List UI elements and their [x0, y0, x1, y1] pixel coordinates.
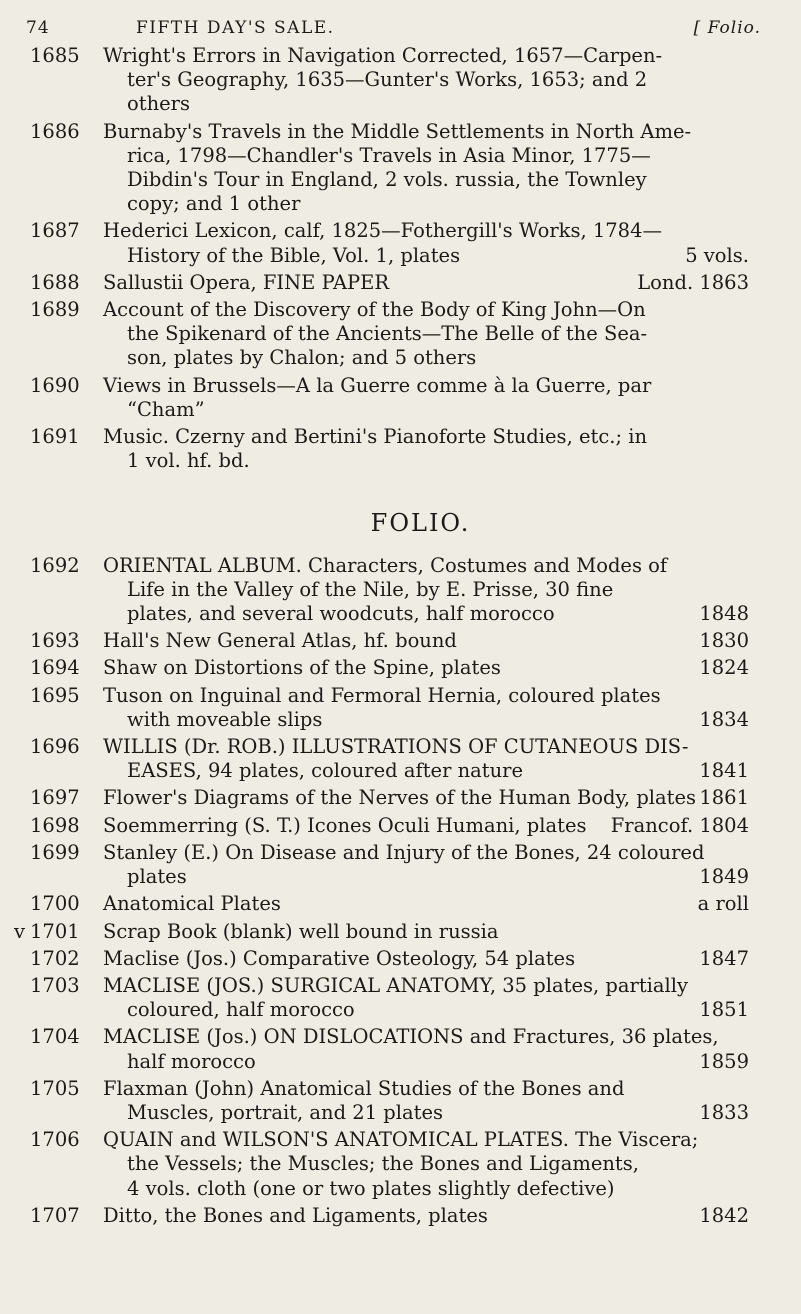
lot-entry [0, 425, 801, 473]
lot-entry [0, 271, 801, 295]
lot-number: 1705 [30, 1076, 80, 1100]
lot-date: 5 vols. [685, 243, 749, 267]
lot-number: 1688 [30, 270, 80, 294]
lot-entry [0, 920, 801, 944]
lot-date: 1851 [699, 998, 749, 1022]
lot-description-line: ORIENTAL ALBUM. Characters, Costumes and Modes of [103, 553, 668, 577]
lot-number: 1694 [30, 656, 80, 680]
lot-entry [0, 1204, 801, 1228]
lot-number: 1698 [30, 813, 80, 837]
lot-description-line: Views in Brussels—A la Guerre comme à la Guerre, par [103, 373, 652, 397]
lot-number: 1699 [30, 840, 80, 864]
lot-entry [0, 1128, 801, 1201]
lot-number: 1703 [30, 973, 80, 997]
lot-description-line: half morocco 1859 [127, 1049, 749, 1073]
lot-number: 1695 [30, 683, 80, 707]
lot-entry [0, 974, 801, 1022]
lot-number: 1701 [30, 919, 80, 943]
lot-description-line: plates 1849 [127, 865, 749, 889]
lot-description-line: plates, and several woodcuts, half morocco 1848 [127, 602, 749, 626]
lot-number: 1693 [30, 629, 80, 653]
lot-description-line: Flaxman (John) Anatomical Studies of the Bones and [103, 1076, 625, 1100]
lot-description-line: EASES, 94 plates, coloured after nature 1841 [127, 759, 749, 783]
lot-date: 1833 [699, 1100, 749, 1124]
lot-entry [0, 786, 801, 810]
page-number: 74 [26, 18, 50, 38]
lot-description-line: “Cham” [127, 397, 205, 421]
lot-description-line: History of the Bible, Vol. 1, plates 5 vols. [127, 243, 749, 267]
lot-entry [0, 44, 801, 117]
lot-entry [0, 947, 801, 971]
tick-mark: v [14, 919, 26, 943]
lot-description-line: Hederici Lexicon, calf, 1825—Fothergill's Works, 1784— [103, 219, 662, 243]
lot-number: 1692 [30, 553, 80, 577]
lot-date: 1848 [699, 602, 749, 626]
lot-date: 1842 [699, 1203, 749, 1227]
lot-date: 1861 [699, 786, 749, 810]
lot-number: 1687 [30, 219, 80, 243]
lot-entry [0, 892, 801, 916]
lot-description-line: Life in the Valley of the Nile, by E. Prisse, 30 fine [127, 577, 614, 601]
lot-entry [0, 629, 801, 653]
lot-date: 1834 [699, 707, 749, 731]
lot-description-line: Soemmerring (S. T.) Icones Oculi Humani, plates Francof. 1804 [103, 813, 749, 837]
lot-number: 1696 [30, 735, 80, 759]
section-heading: FOLIO. [370, 509, 471, 538]
lot-date: Francof. 1804 [610, 813, 749, 837]
lot-description-line: Anatomical Plates a roll [103, 892, 749, 916]
lot-description-line: Account of the Discovery of the Body of King John—On [103, 298, 646, 322]
lot-description-line: Stanley (E.) On Disease and Injury of the Bones, 24 coloured [103, 840, 705, 864]
lot-description-line: son, plates by Chalon; and 5 others [127, 346, 477, 370]
lot-description-line: QUAIN and WILSON'S ANATOMICAL PLATES. The Viscera; [103, 1128, 699, 1152]
lot-number: 1690 [30, 373, 80, 397]
lot-description-line: MACLISE (JOS.) SURGICAL ANATOMY, 35 plates, partially [103, 973, 689, 997]
lot-description-line: copy; and 1 other [127, 192, 301, 216]
lot-description-line: others [127, 92, 191, 116]
lot-date: 1859 [699, 1049, 749, 1073]
lot-date: Lond. 1863 [637, 270, 749, 294]
lot-entry [0, 120, 801, 217]
lot-date: a roll [697, 892, 749, 916]
lot-description-line: Ditto, the Bones and Ligaments, plates 1842 [103, 1203, 749, 1227]
lot-description-line: Burnaby's Travels in the Middle Settlements in North Ame- [103, 119, 692, 143]
lot-description-line: WILLIS (Dr. ROB.) ILLUSTRATIONS OF CUTANEOUS DIS- [103, 735, 689, 759]
lot-description-line: Wright's Errors in Navigation Corrected, 1657—Carpen- [103, 44, 663, 67]
page-header [26, 18, 761, 40]
lot-description-line: the Vessels; the Muscles; the Bones and Ligaments, [127, 1152, 639, 1176]
running-title: FIFTH DAY'S SALE. [136, 18, 335, 38]
lot-description-line: Shaw on Distortions of the Spine, plates 1824 [103, 656, 749, 680]
lot-description-line: Sallustii Opera, FINE PAPER Lond. 1863 [103, 270, 749, 294]
lot-date: 1830 [699, 629, 749, 653]
lot-description-line: Hall's New General Atlas, hf. bound 1830 [103, 629, 749, 653]
lot-description-line: Maclise (Jos.) Comparative Osteology, 54 plates 1847 [103, 946, 749, 970]
lot-description-line: the Spikenard of the Ancients—The Belle of the Sea- [127, 322, 648, 346]
lot-date: 1849 [699, 865, 749, 889]
section-label: [ Folio. [693, 18, 761, 38]
lot-description-line: Scrap Book (blank) well bound in russia [103, 919, 499, 943]
lot-description-line: coloured, half morocco 1851 [127, 998, 749, 1022]
lot-number: 1706 [30, 1128, 80, 1152]
lot-description-line: Muscles, portrait, and 21 plates 1833 [127, 1100, 749, 1124]
lot-date: 1824 [699, 656, 749, 680]
lot-entry [0, 841, 801, 889]
lot-description-line: 1 vol. hf. bd. [127, 449, 250, 473]
lot-entry [0, 1025, 801, 1073]
lot-entry [0, 684, 801, 732]
lot-number: 1685 [30, 44, 80, 67]
lot-number: 1707 [30, 1203, 80, 1227]
lot-number: 1702 [30, 946, 80, 970]
lot-entry [0, 814, 801, 838]
lot-description-line: 4 vols. cloth (one or two plates slightly defective) [127, 1176, 615, 1200]
lot-date: 1847 [699, 946, 749, 970]
lot-description-line: Dibdin's Tour in England, 2 vols. russia, the Townley [127, 168, 647, 192]
lot-list [0, 44, 801, 1231]
lot-number: 1704 [30, 1025, 80, 1049]
lot-description-line: with moveable slips 1834 [127, 707, 749, 731]
lot-entry [0, 735, 801, 783]
lot-number: 1697 [30, 786, 80, 810]
lot-description-line: Flower's Diagrams of the Nerves of the Human Body, plates 1861 [103, 786, 749, 810]
lot-entry [0, 219, 801, 267]
lot-entry [0, 1077, 801, 1125]
lot-description-line: rica, 1798—Chandler's Travels in Asia Minor, 1775— [127, 143, 651, 167]
lot-description-line: Music. Czerny and Bertini's Pianoforte Studies, etc.; in [103, 425, 648, 449]
lot-number: 1686 [30, 119, 80, 143]
lot-entry [0, 298, 801, 371]
lot-description-line: Tuson on Inguinal and Fermoral Hernia, coloured plates [103, 683, 661, 707]
lot-description-line: MACLISE (Jos.) ON DISLOCATIONS and Fractures, 36 plates, [103, 1025, 719, 1049]
lot-date: 1841 [699, 759, 749, 783]
lot-description-line: ter's Geography, 1635—Gunter's Works, 1653; and 2 [127, 68, 648, 92]
lot-entry [0, 374, 801, 422]
lot-number: 1700 [30, 892, 80, 916]
lot-number: 1689 [30, 298, 80, 322]
lot-entry [0, 656, 801, 680]
lot-number: 1691 [30, 425, 80, 449]
lot-entry [0, 554, 801, 627]
